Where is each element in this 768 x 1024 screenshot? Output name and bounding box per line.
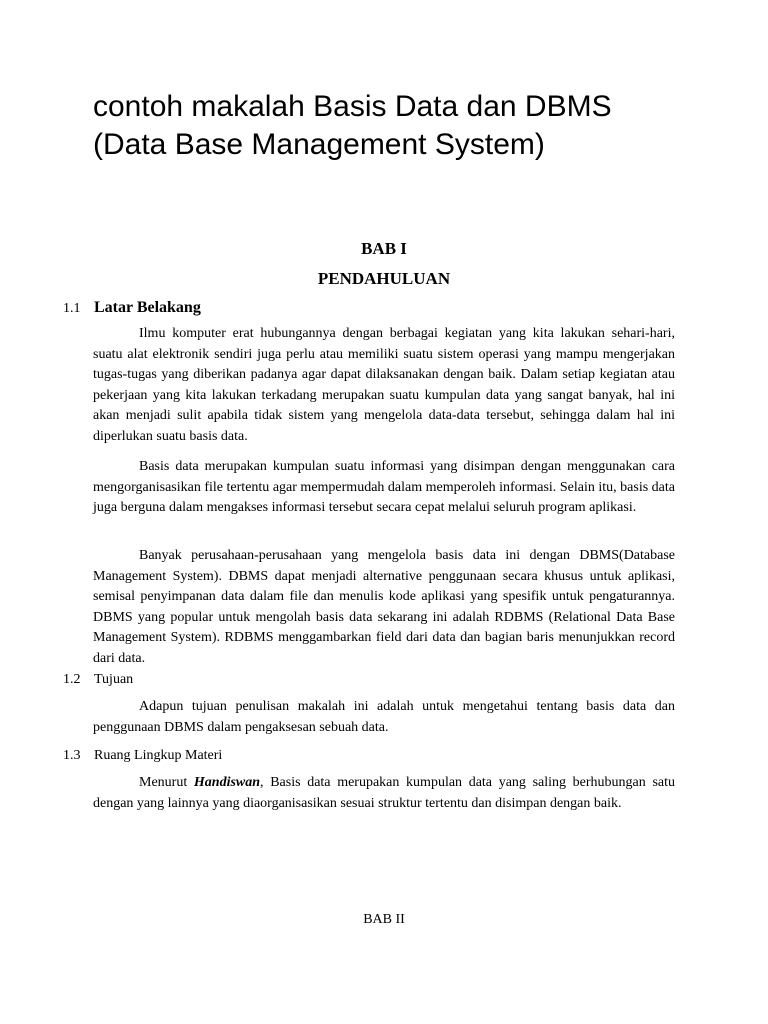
section-title: Tujuan [94,672,134,687]
paragraph-latar-1: Ilmu komputer erat hubungannya dengan berbagai kegiatan yang kita lakukan sehari-hari, suatu alat elektronik sendiri juga perlu atau memiliki suatu sistem operasi yang mampu mengerjakan tugas-tugas yang diberikan padanya agar dapat dilaksanakan dengan baik. Dalam setiap kegiatan atau pekerjaan yang kita lakukan terkadang merupakan suatu kumpulan data yang sangat banyak, hal ini akan menjadi sulit apabila tidak sistem yang mengelola data-data tersebut, sehingga dalam hal ini diperlukan suatu basis data. [93,326,675,444]
section-number: 1.2 [63,672,81,687]
paragraph-tujuan: Adapun tujuan penulisan makalah ini adalah untuk mengetahui tentang basis data dan penggunaan DBMS dalam pengaksesan sebuah data. [93,699,675,735]
chapter-title: PENDAHULUAN [317,269,451,288]
section-heading-1-2 [63,670,133,690]
next-chapter-heading: BAB II [363,912,405,927]
section-title: Ruang Lingkup Materi [94,748,223,763]
section-number: 1.3 [63,748,81,763]
section-heading-1-1 [63,298,201,319]
document-title: contoh makalah Basis Data dan DBMS (Data Base Management System) [93,90,612,161]
paragraph-ruang-lingkup [93,773,675,814]
chapter-heading: BAB I [361,239,407,258]
section-title: Latar Belakang [94,299,201,316]
author-name: Handiswan [193,775,261,790]
section-number: 1.1 [63,301,81,316]
paragraph-text: , Basis data merupakan kumpulan data yang saling berhubungan satu dengan yang lainnya yang diaorganisasikan sesuai struktur tertentu dan disimpan dengan baik. [93,775,675,811]
paragraph-text: Menurut [139,775,194,790]
section-heading-1-3 [63,746,222,766]
paragraph-latar-3: Banyak perusahaan-perusahaan yang mengelola basis data ini dengan DBMS(Database Management System). DBMS dapat menjadi alternative penggunaan secara khusus untuk aplikasi, semisal penyimpanan data dalam file dan menulis kode aplikasi yang spesifik untuk pengaturannya. DBMS yang popular untuk mengolah basis data sekarang ini adalah RDBMS (Relational Data Base Management System). RDBMS menggambarkan field dari data dan bagian baris menunjukkan record dari data. [93,548,675,666]
paragraph-latar-2: Basis data merupakan kumpulan suatu informasi yang disimpan dengan menggunakan cara mengorganisasikan file tertentu agar mempermudah dalam memperoleh informasi. Selain itu, basis data juga berguna dalam mengakses informasi tersebut secara cepat melalui seluruh program aplikasi. [93,459,675,516]
